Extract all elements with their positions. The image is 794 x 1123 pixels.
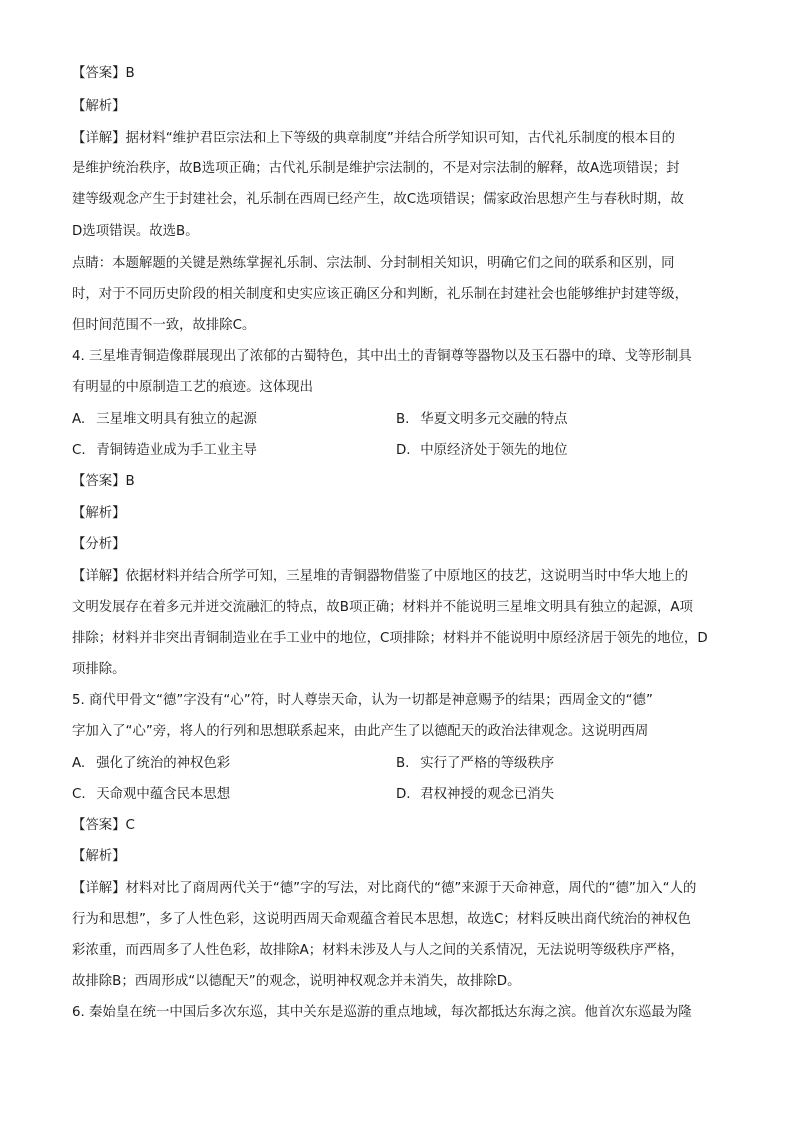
question-4-stem: 4. 三星堆青铜造像群展现出了浓郁的古蜀特色，其中出土的青铜尊等器物以及玉石器中的璋、戈等形制具 [72, 349, 692, 364]
q5-option-c [72, 785, 230, 805]
option-text: 华夏文明多元交融的特点 [420, 412, 568, 427]
question-5-stem: 字加入了“心”旁，将人的行列和思想联系起来，由此产生了以德配天的政治法律观念。这说明西周 [72, 724, 649, 739]
analyze-label: 【分析】 [72, 537, 126, 552]
explanation-line: 项排除。 [72, 662, 126, 677]
explanation-line: 故排除B；西周形成“以德配天”的观念，说明神权观念并未消失，故排除D。 [72, 974, 521, 989]
option-text: 青铜铸造业成为手工业主导 [96, 443, 257, 458]
option-letter: C. [72, 787, 86, 802]
explanation-line: 建等级观念产生于封建社会，礼乐制在西周已经产生，故C选项错误；儒家政治思想产生与春秋时期，故 [72, 192, 684, 207]
explanation-line: 【详解】据材料“维护君臣宗法和上下等级的典章制度”并结合所学知识可知，古代礼乐制度的根本目的 [72, 131, 676, 146]
option-text: 三星堆文明具有独立的起源 [96, 412, 257, 427]
q5-option-a [72, 754, 230, 774]
option-text: 天命观中蕴含民本思想 [96, 787, 231, 802]
option-text: 中原经济处于领先的地位 [420, 443, 568, 458]
answer-label: 【答案】C [72, 818, 135, 833]
question-5-stem: 5. 商代甲骨文“德”字没有“心”符，时人尊崇天命，认为一切都是神意赐予的结果；西周金文的“德” [72, 693, 653, 708]
option-text: 君权神授的观念已消失 [420, 787, 555, 802]
question-4-stem: 有明显的中原制造工艺的痕迹。这体现出 [72, 380, 314, 395]
explanation-line: 文明发展存在着多元并迸交流融汇的特点，故B项正确；材料并不能说明三星堆文明具有独立的起源，A项 [72, 600, 693, 615]
option-text: 实行了严格的等级秩序 [420, 756, 555, 771]
q4-option-a [72, 410, 257, 430]
q4-option-c [72, 441, 257, 461]
answer-label: 【答案】B [72, 474, 135, 489]
option-text: 强化了统治的神权色彩 [96, 756, 231, 771]
explanation-line: 【详解】依据材料并结合所学可知，三星堆的青铜器物借鉴了中原地区的技艺，这说明当时中华大地上的 [72, 569, 688, 584]
explanation-line: 彩浓重，而西周多了人性色彩，故排除A；材料未涉及人与人之间的关系情况，无法说明等级秩序严格， [72, 943, 684, 958]
q4-option-b [396, 410, 568, 430]
answer-label: 【答案】B [72, 66, 135, 81]
analysis-label: 【解析】 [72, 849, 126, 864]
q5-option-b [396, 754, 554, 774]
q4-option-d [396, 441, 568, 461]
option-letter: A. [72, 412, 86, 427]
option-letter: D. [396, 787, 411, 802]
option-letter: B. [396, 412, 410, 427]
comment-line: 但时间范围不一致，故排除C。 [72, 318, 256, 333]
option-letter: B. [396, 756, 410, 771]
explanation-line: 【详解】材料对比了商周两代关于“德”字的写法，对比商代的“德”来源于天命神意，周代的“德”加入“人的 [72, 881, 697, 896]
analysis-label: 【解析】 [72, 506, 126, 521]
analysis-label: 【解析】 [72, 99, 126, 114]
explanation-line: D选项错误。故选B。 [72, 224, 199, 239]
explanation-line: 行为和思想”，多了人性色彩，这说明西周天命观蕴含着民本思想，故选C；材料反映出商代统治的神权色 [72, 912, 691, 927]
comment-line: 时，对于不同历史阶段的相关制度和史实应该正确区分和判断，礼乐制在封建社会也能够维护封建等级， [72, 287, 688, 302]
option-letter: D. [396, 443, 411, 458]
option-letter: C. [72, 443, 86, 458]
comment-line: 点睛：本题解题的关键是熟练掌握礼乐制、宗法制、分封制相关知识，明确它们之间的联系和区别，同 [72, 256, 675, 271]
explanation-line: 是维护统治秩序，故B选项正确；古代礼乐制是维护宗法制的，不是对宗法制的解释，故A选项错误；封 [72, 161, 680, 176]
q5-option-d [396, 785, 554, 805]
explanation-line: 排除；材料并非突出青铜制造业在手工业中的地位，C项排除；材料并不能说明中原经济居于领先的地位，D [72, 631, 708, 646]
option-letter: A. [72, 756, 86, 771]
question-6-stem: 6. 秦始皇在统一中国后多次东巡，其中关东是巡游的重点地域，每次都抵达东海之滨。他首次东巡最为隆 [72, 1005, 692, 1020]
